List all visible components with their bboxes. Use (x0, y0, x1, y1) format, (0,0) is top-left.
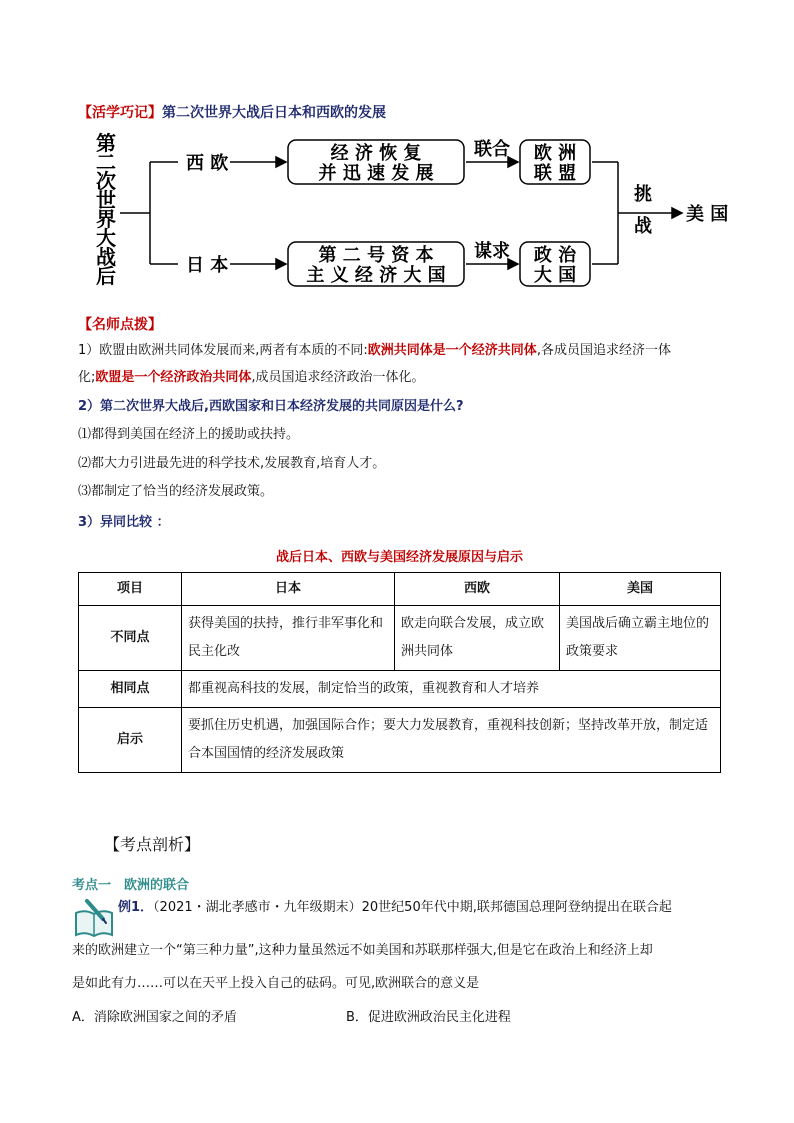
kaodian-heading: 考点一 欧洲的联合 (72, 878, 190, 893)
answer-1: ⑴都得到美国在经济上的援助或扶持。 (78, 427, 300, 442)
link-unite: 联合 (474, 139, 510, 160)
root-char: 界 (96, 207, 116, 231)
table-row (79, 671, 721, 708)
row-label: 启示 (79, 708, 182, 773)
table-header: 西欧 (395, 573, 560, 606)
label-japan: 日 本 (186, 255, 229, 276)
label-west-europe: 西 欧 (186, 153, 229, 174)
row-label: 相同点 (79, 671, 182, 708)
root-char: 世 (96, 188, 116, 212)
challenge-char2: 战 (634, 216, 652, 237)
table-cell: 美国战后确立霸主地位的政策要求 (560, 606, 721, 671)
question-3: 3）异同比较 ： (78, 515, 170, 530)
challenge-char1: 挑 (634, 184, 652, 205)
section-title-kaodian: 【考点剖析】 (104, 835, 201, 854)
example-line-3: 是如此有力……可以在天平上投入自己的砝码。可见,欧洲联合的意义是 (72, 976, 480, 991)
text-span: 1）欧盟由欧洲共同体发展而来,两者有本质的不同: (78, 343, 368, 358)
table-row (79, 708, 721, 773)
box-europe-line2: 并 迅 速 发 展 (318, 163, 434, 184)
table-cell: 要抓住历史机遇，加强国际合作；要大力发展教育，重视科技创新；坚持改革开放，制定适合本国国情的经济发展政策 (182, 708, 721, 773)
text-span: ,成员国追求经济政治一体化。 (251, 370, 425, 385)
section-title-mingshi (78, 314, 162, 334)
root-char: 后 (96, 264, 116, 288)
table-cell: 获得美国的扶持，推行非军事化和民主化改 (182, 606, 395, 671)
table-cell: 欧走向联合发展，成立欧洲共同体 (395, 606, 560, 671)
table-header-row (79, 573, 721, 606)
root-char: 二 (96, 150, 116, 174)
section-heading: 第二次世界大战后日本和西欧的发展 (162, 105, 386, 121)
question-2: 2）第二次世界大战后,西欧国家和日本经济发展的共同原因是什么? (78, 399, 464, 414)
root-char: 次 (96, 169, 116, 193)
section-bracket: 【名师点拨】 (78, 317, 162, 333)
paragraph-1 (78, 340, 724, 362)
root-char: 大 (96, 226, 116, 250)
section-title-huoxue (78, 102, 386, 122)
development-diagram (78, 128, 748, 288)
table-row (79, 606, 721, 671)
box-europe-line1: 经 济 恢 复 (330, 143, 422, 164)
link-seek: 谋求 (474, 241, 510, 262)
box-eu-line1: 欧 洲 (533, 143, 577, 164)
section-bracket: 【活学巧记】 (78, 105, 162, 121)
text-span: 化; (78, 370, 96, 385)
text-span: ,各成员国追求经济一体 (536, 343, 671, 358)
box-japan-line2: 主 义 经 济 大 国 (306, 265, 446, 286)
option-a: A．消除欧洲国家之间的矛盾 (72, 1010, 237, 1025)
table-header: 日本 (182, 573, 395, 606)
book-pen-icon (72, 897, 116, 941)
answer-2: ⑵都大力引进最先进的科学技术,发展教育,培育人才。 (78, 456, 386, 471)
example-line-1 (118, 897, 728, 919)
table-caption: 战后日本、西欧与美国经济发展原因与启示 (275, 550, 523, 565)
row-label: 不同点 (79, 606, 182, 671)
root-vertical-text (96, 131, 116, 288)
box-political-line2: 大 国 (533, 265, 577, 286)
box-japan-line1: 第 二 号 资 本 (318, 245, 434, 266)
option-b: B．促进欧洲政治民主化进程 (346, 1010, 511, 1025)
table-cell: 都重视高科技的发展，制定恰当的政策，重视教育和人才培养 (182, 671, 721, 708)
table-header: 美国 (560, 573, 721, 606)
table-header: 项目 (79, 573, 182, 606)
comparison-table (78, 572, 721, 773)
answer-3: ⑶都制定了恰当的经济发展政策。 (78, 484, 274, 499)
highlight-text: 欧盟是一个经济政治共同体 (95, 370, 252, 385)
target-usa: 美 国 (686, 204, 729, 225)
root-char: 第 (96, 131, 116, 155)
text-span: （2021・湖北孝感市・九年级期末）20世纪50年代中期,联邦德国总理阿登纳提出在联合起 (153, 900, 672, 915)
example-line-2: 来的欧洲建立一个“第三种力量”,这种力量虽然远不如美国和苏联那样强大,但是它在政治上和经济上却 (72, 943, 653, 958)
root-char: 战 (96, 245, 116, 269)
highlight-text: 欧洲共同体是一个经济共同体 (367, 343, 537, 358)
paragraph-1-cont (78, 367, 724, 389)
example-label: 例1． (118, 900, 154, 915)
box-political-line1: 政 治 (533, 245, 577, 266)
box-eu-line2: 联 盟 (533, 163, 577, 184)
